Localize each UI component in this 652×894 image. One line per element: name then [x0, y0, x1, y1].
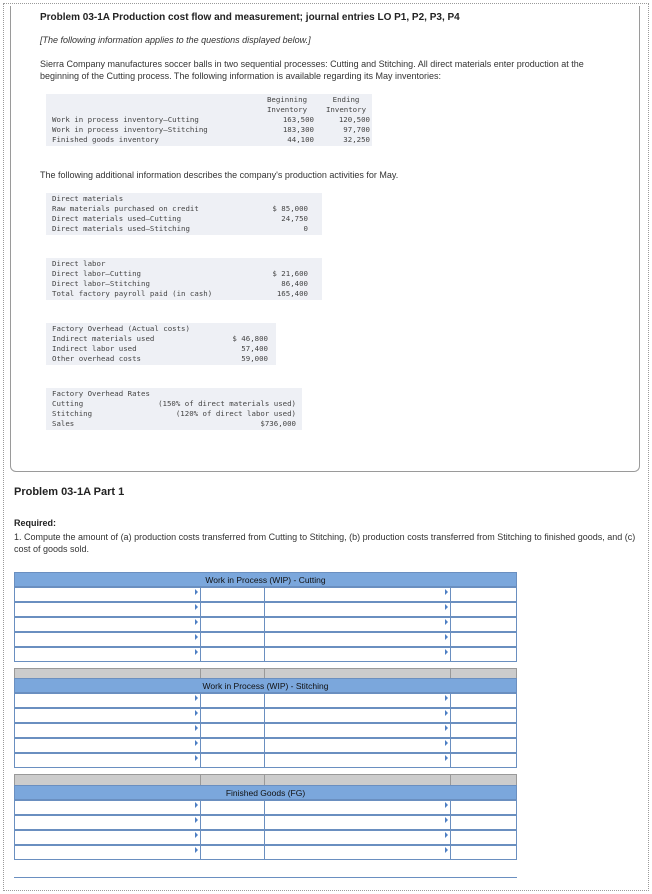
- overhead-rates-row-value: (150% of direct materials used): [158, 399, 296, 408]
- ledger-account-dropdown[interactable]: [15, 754, 201, 767]
- ledger-account-dropdown[interactable]: [265, 633, 451, 646]
- dropdown-caret-icon: [445, 725, 448, 731]
- inventory-row-beginning: 163,500: [282, 115, 314, 124]
- dropdown-caret-icon: [445, 710, 448, 716]
- dropdown-caret-icon: [445, 619, 448, 625]
- dropdown-caret-icon: [445, 740, 448, 746]
- ledger-account-dropdown[interactable]: [265, 831, 451, 844]
- ledger-amount-input[interactable]: [451, 739, 518, 752]
- dropdown-caret-icon: [445, 589, 448, 595]
- overhead-row-label: Indirect labor used: [52, 344, 137, 353]
- overhead-heading: Factory Overhead (Actual costs): [52, 324, 190, 333]
- ledger-account-dropdown[interactable]: [265, 846, 451, 859]
- ledger-amount-input[interactable]: [451, 831, 518, 844]
- dropdown-caret-icon: [195, 619, 198, 625]
- ledger-amount-input[interactable]: [201, 588, 265, 601]
- dropdown-caret-icon: [195, 832, 198, 838]
- ledger-amount-input[interactable]: [201, 694, 265, 707]
- inventory-col-beginning-line2: Inventory: [266, 105, 308, 114]
- direct-materials-row-label: Direct materials used—Cutting: [52, 214, 182, 223]
- dropdown-caret-icon: [445, 817, 448, 823]
- ledger-account-dropdown[interactable]: [15, 618, 201, 631]
- ledger-account-dropdown[interactable]: [265, 739, 451, 752]
- dropdown-caret-icon: [445, 832, 448, 838]
- ledger-account-dropdown[interactable]: [15, 633, 201, 646]
- overhead-rates-row-value: (120% of direct labor used): [175, 409, 296, 418]
- ledger-amount-input[interactable]: [201, 846, 265, 859]
- required-label: Required:: [14, 518, 57, 528]
- dropdown-caret-icon: [445, 634, 448, 640]
- required-text: 1. Compute the amount of (a) production costs transferred from Cutting to Stitching, (b) production costs transferred from Stitching to finished goods, and (c) cost of goods sold.: [14, 532, 636, 554]
- inventory-col-ending-line2: Inventory: [325, 105, 367, 114]
- dropdown-caret-icon: [195, 725, 198, 731]
- ledger-amount-input[interactable]: [201, 633, 265, 646]
- direct-materials-row-value: $ 85,000: [272, 204, 308, 213]
- dropdown-caret-icon: [195, 695, 198, 701]
- direct-labor-row-value: $ 21,600: [272, 269, 308, 278]
- direct-materials-row-value: 0: [303, 224, 308, 233]
- dropdown-caret-icon: [195, 847, 198, 853]
- ledger-account-dropdown[interactable]: [265, 816, 451, 829]
- ledger-account-dropdown[interactable]: [15, 694, 201, 707]
- direct-labor-row-label: Total factory payroll paid (in cash): [52, 289, 213, 298]
- direct-labor-table: [46, 258, 322, 300]
- ledger-row: [14, 632, 517, 647]
- ledger-account-dropdown[interactable]: [15, 816, 201, 829]
- ledger-row: [14, 738, 517, 753]
- overhead-rates-row-label: Stitching: [52, 409, 93, 418]
- ledger-header: Work in Process (WIP) - Cutting: [14, 572, 517, 587]
- inventory-row-ending: 32,250: [343, 135, 370, 144]
- overhead-rates-table: [46, 388, 302, 430]
- overhead-rates-row-label: Cutting: [52, 399, 84, 408]
- ledger-account-dropdown[interactable]: [265, 694, 451, 707]
- ledger-account-dropdown[interactable]: [265, 648, 451, 661]
- inventory-row-beginning: 44,100: [287, 135, 314, 144]
- ledger-amount-input[interactable]: [451, 754, 518, 767]
- ledger-header: Finished Goods (FG): [14, 785, 517, 800]
- dropdown-caret-icon: [195, 755, 198, 761]
- dropdown-caret-icon: [445, 604, 448, 610]
- overhead-row-label: Indirect materials used: [52, 334, 155, 343]
- direct-materials-row-value: 24,750: [281, 214, 308, 223]
- overhead-table: [46, 323, 276, 365]
- ledger-amount-input[interactable]: [451, 801, 518, 814]
- ledger-account-dropdown[interactable]: [15, 801, 201, 814]
- ledger-amount-input[interactable]: [201, 709, 265, 722]
- dropdown-caret-icon: [445, 695, 448, 701]
- dropdown-caret-icon: [195, 740, 198, 746]
- ledger-account-dropdown[interactable]: [265, 618, 451, 631]
- ledger-account-dropdown[interactable]: [15, 603, 201, 616]
- ledger-amount-input[interactable]: [201, 648, 265, 661]
- ledger-amount-input[interactable]: [201, 724, 265, 737]
- ledger-row: [14, 815, 517, 830]
- ledger-account-dropdown[interactable]: [15, 709, 201, 722]
- dropdown-caret-icon: [445, 649, 448, 655]
- ledger-account-dropdown[interactable]: [15, 831, 201, 844]
- problem-subtitle: [The following information applies to the questions displayed below.]: [40, 35, 311, 45]
- part-heading: Problem 03-1A Part 1: [14, 486, 125, 498]
- ledger-row: [14, 647, 517, 662]
- ledger-amount-input[interactable]: [201, 801, 265, 814]
- direct-materials-heading: Direct materials: [52, 194, 124, 203]
- dropdown-caret-icon: [195, 817, 198, 823]
- direct-materials-row-label: Raw materials purchased on credit: [52, 204, 199, 213]
- ledger-account-dropdown[interactable]: [265, 709, 451, 722]
- dropdown-caret-icon: [195, 634, 198, 640]
- ledger-amount-input[interactable]: [201, 816, 265, 829]
- ledger-amount-input[interactable]: [451, 588, 518, 601]
- problem-intro: Sierra Company manufactures soccer balls in two sequential processes: Cutting and Stitching. All direct materials enter production at the beginning of the Cutting process. The following information is available regarding its May inventories:: [40, 59, 584, 81]
- ledger-account-dropdown[interactable]: [15, 648, 201, 661]
- ledger-row: [14, 800, 517, 815]
- ledger-amount-input[interactable]: [451, 603, 518, 616]
- ledger-account-dropdown[interactable]: [265, 754, 451, 767]
- ledger-account-dropdown[interactable]: [265, 801, 451, 814]
- inventory-col-ending-line1: Ending: [332, 95, 360, 104]
- dropdown-caret-icon: [195, 802, 198, 808]
- inventory-row-label: Finished goods inventory: [52, 135, 159, 144]
- ledger-amount-input[interactable]: [451, 724, 518, 737]
- inventory-row-label: Work in process inventory—Stitching: [52, 125, 208, 134]
- ledger-amount-input[interactable]: [201, 754, 265, 767]
- ledger-bottom-border: [14, 877, 517, 878]
- direct-labor-row-label: Direct labor—Stitching: [52, 279, 150, 288]
- ledger-row: [14, 602, 517, 617]
- overhead-row-value: 59,000: [241, 354, 268, 363]
- ledger-amount-input[interactable]: [451, 618, 518, 631]
- overhead-rates-row-value: $736,000: [260, 419, 296, 428]
- inventory-row-ending: 120,500: [338, 115, 370, 124]
- ledger-amount-input[interactable]: [451, 694, 518, 707]
- ledger-account-dropdown[interactable]: [265, 724, 451, 737]
- ledger-amount-input[interactable]: [201, 618, 265, 631]
- overhead-rates-row-label: Sales: [52, 419, 75, 428]
- ledger-amount-input[interactable]: [451, 633, 518, 646]
- ledger-header: Work in Process (WIP) - Stitching: [14, 678, 517, 693]
- ledger-row: [14, 617, 517, 632]
- ledger-amount-input[interactable]: [201, 739, 265, 752]
- ledger-account-dropdown[interactable]: [15, 739, 201, 752]
- ledger-row: [14, 587, 517, 602]
- inventory-row-label: Work in process inventory—Cutting: [52, 115, 199, 124]
- ledger-amount-input[interactable]: [451, 709, 518, 722]
- additional-info-text: The following additional information describes the company's production activities for May.: [40, 170, 399, 180]
- inventory-col-beginning-line1: Beginning: [266, 95, 308, 104]
- problem-title: Problem 03-1A Production cost flow and measurement; journal entries LO P1, P2, P3, P4: [40, 12, 460, 23]
- direct-labor-heading: Direct labor: [52, 259, 106, 268]
- ledger-row: [14, 693, 517, 708]
- ledger-account-dropdown[interactable]: [265, 603, 451, 616]
- ledger-amount-input[interactable]: [451, 846, 518, 859]
- direct-materials-row-label: Direct materials used—Stitching: [52, 224, 190, 233]
- dropdown-caret-icon: [195, 589, 198, 595]
- ledger-account-dropdown[interactable]: [15, 846, 201, 859]
- ledger-row: [14, 753, 517, 768]
- overhead-row-label: Other overhead costs: [52, 354, 141, 363]
- ledger-amount-input[interactable]: [201, 603, 265, 616]
- ledger-amount-input[interactable]: [451, 648, 518, 661]
- dropdown-caret-icon: [195, 604, 198, 610]
- dropdown-caret-icon: [445, 755, 448, 761]
- direct-materials-table: [46, 193, 322, 235]
- dropdown-caret-icon: [195, 649, 198, 655]
- ledger-amount-input[interactable]: [451, 816, 518, 829]
- overhead-row-value: 57,400: [241, 344, 268, 353]
- ledger-row: [14, 723, 517, 738]
- inventory-row-beginning: 183,300: [282, 125, 314, 134]
- ledger-account-dropdown[interactable]: [15, 588, 201, 601]
- overhead-rates-heading: Factory Overhead Rates: [52, 389, 150, 398]
- ledger-amount-input[interactable]: [201, 831, 265, 844]
- inventories-table: [46, 94, 372, 146]
- dropdown-caret-icon: [445, 802, 448, 808]
- direct-labor-row-value: 165,400: [276, 289, 308, 298]
- ledger-account-dropdown[interactable]: [15, 724, 201, 737]
- ledger-account-dropdown[interactable]: [265, 588, 451, 601]
- ledger-row: [14, 830, 517, 845]
- direct-labor-row-value: 86,400: [281, 279, 308, 288]
- overhead-row-value: $ 46,800: [232, 334, 268, 343]
- dropdown-caret-icon: [195, 710, 198, 716]
- direct-labor-row-label: Direct labor—Cutting: [52, 269, 141, 278]
- inventory-row-ending: 97,700: [343, 125, 370, 134]
- ledger-row: [14, 845, 517, 860]
- ledger-row: [14, 708, 517, 723]
- dropdown-caret-icon: [445, 847, 448, 853]
